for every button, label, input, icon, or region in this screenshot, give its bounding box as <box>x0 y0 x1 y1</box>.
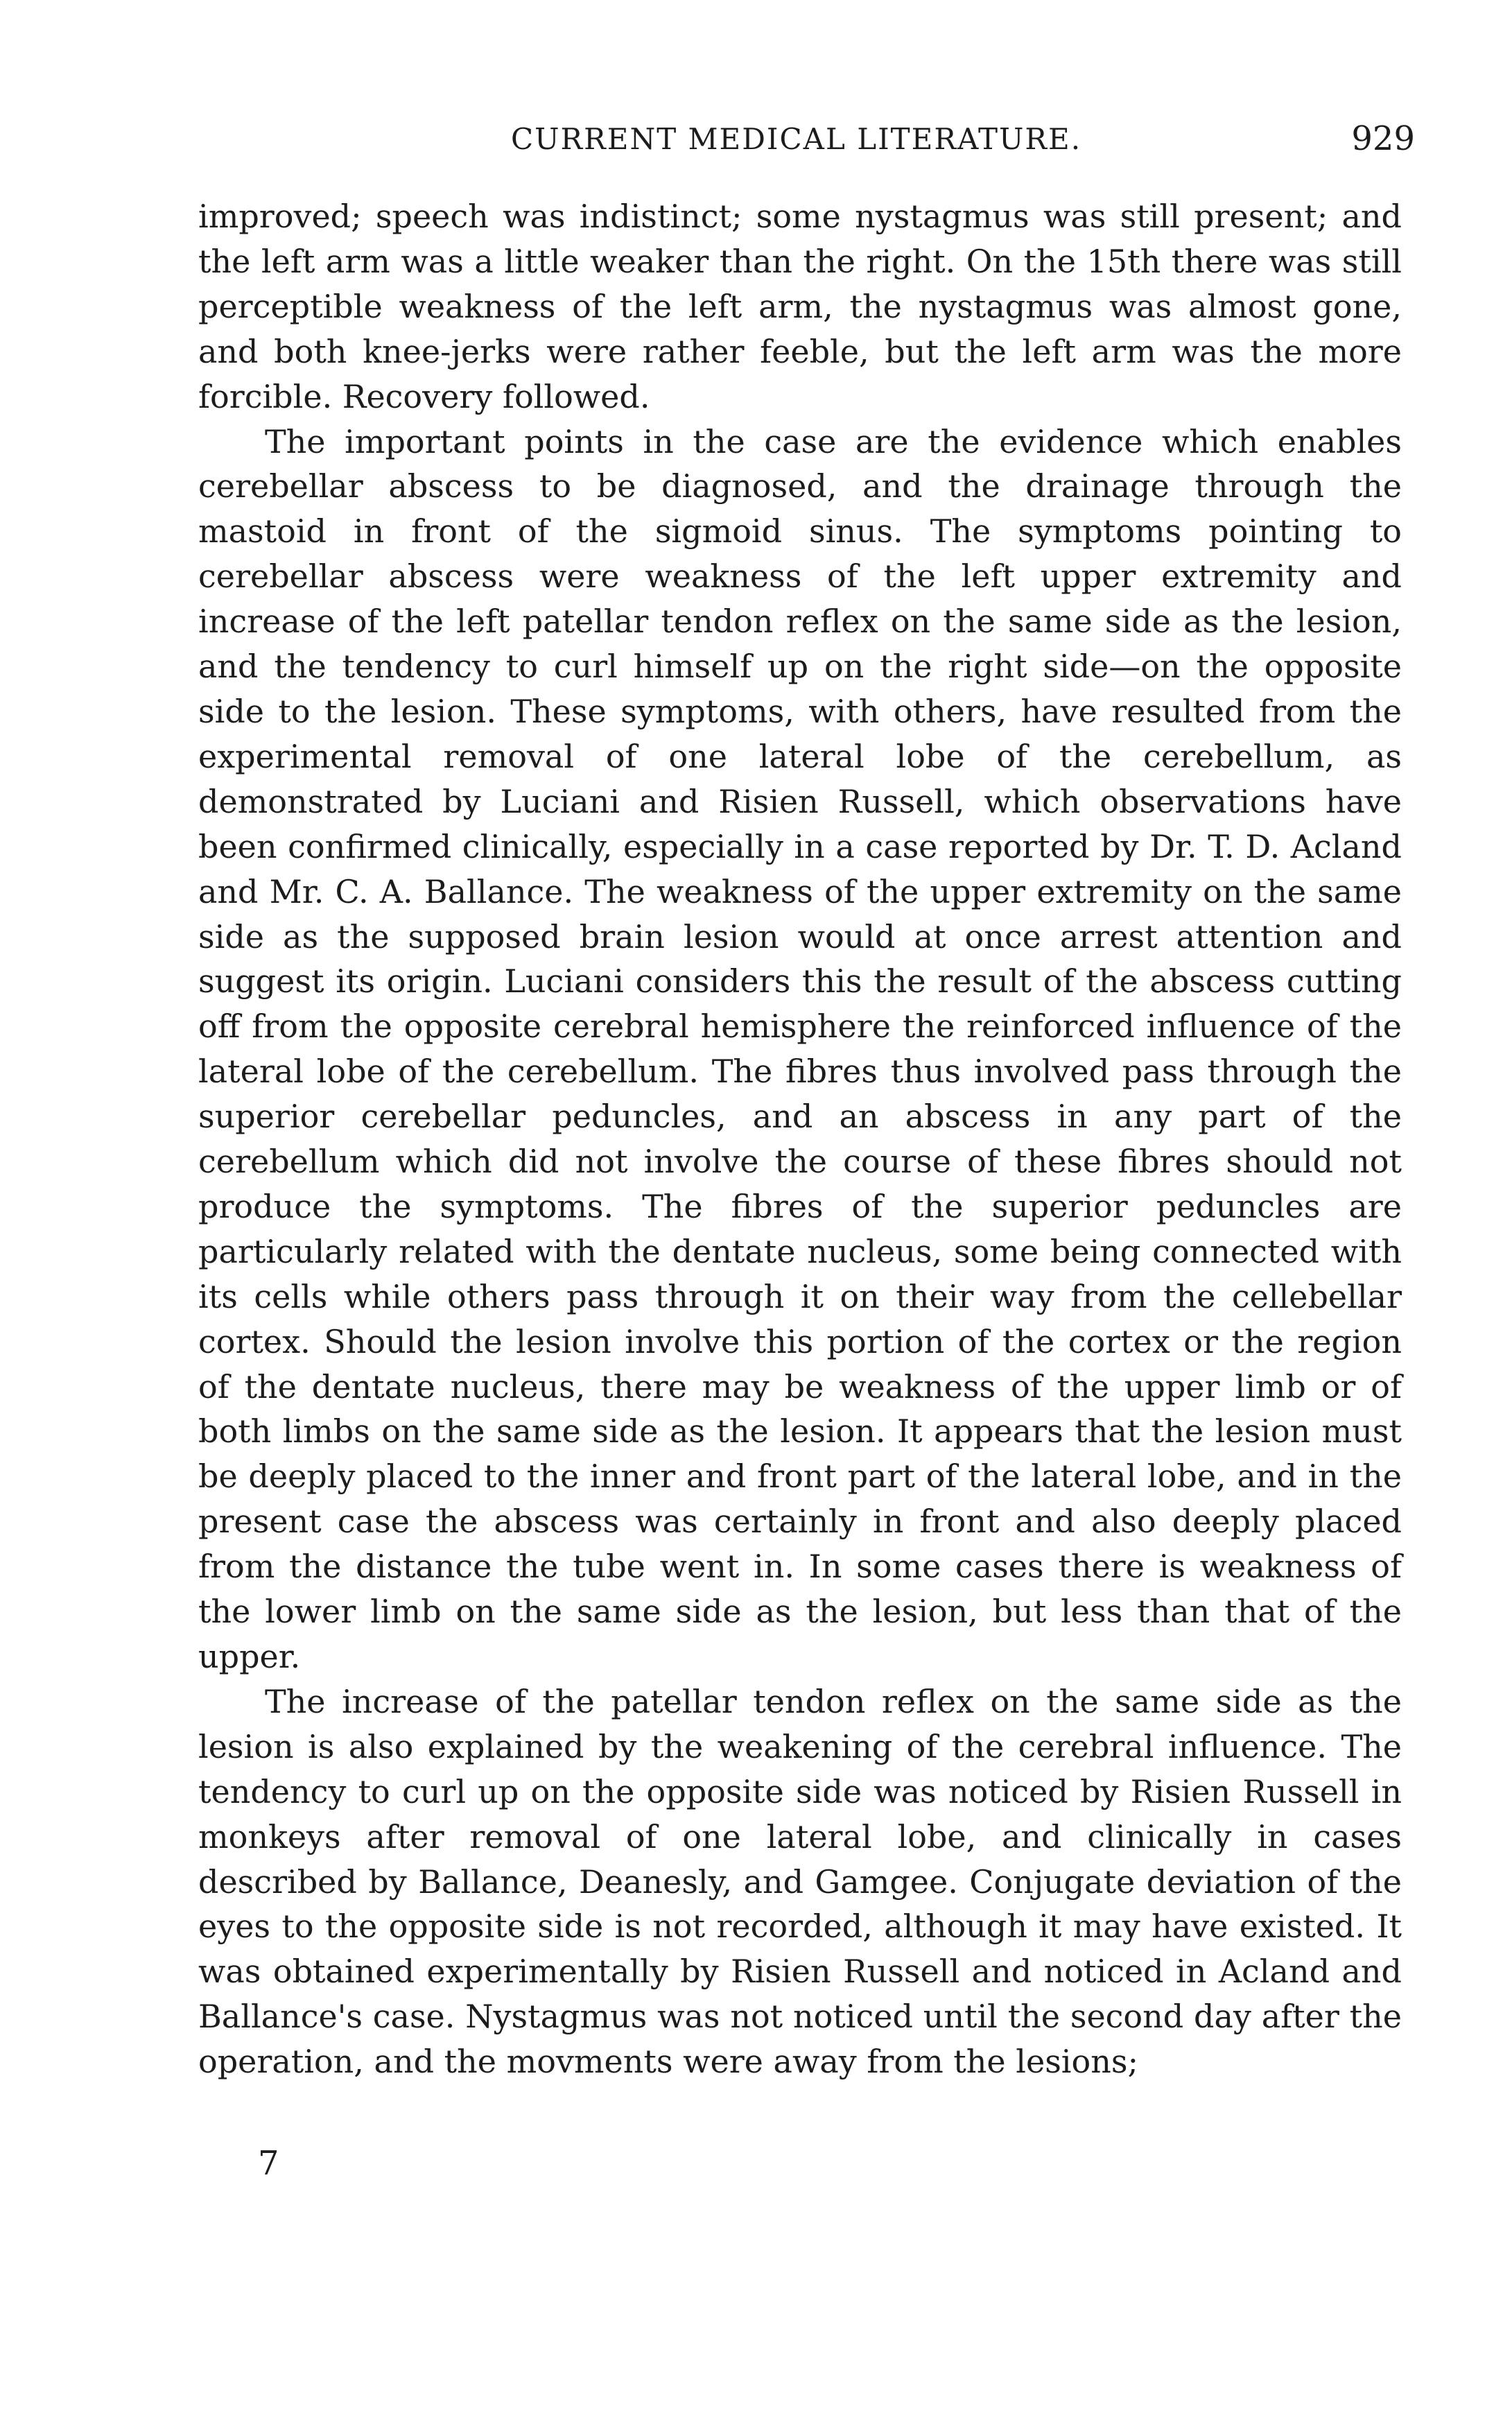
article-body <box>198 194 1402 2084</box>
page-number: 929 <box>1351 119 1415 158</box>
paragraph-continuation: improved; speech was indistinct; some nystagmus was still present; and the left arm was a little weaker than the right. On the 15th there was still perceptible weakness of the left arm, the nystagmus was almost gone, and both knee-jerks were rather feeble, but the left arm was the more forcible. Recovery followed. <box>198 198 1402 415</box>
signature-mark: 7 <box>258 2144 279 2183</box>
page-header <box>511 119 1415 164</box>
running-title: CURRENT MEDICAL LITERATURE. <box>511 122 1082 156</box>
paragraph-diagnosis: The important points in the case are the evidence which enables cerebellar abscess to be diagnosed, and the drainage through the mastoid in front of the sigmoid sinus. The symptoms pointing to cerebellar abscess were weakness of the left upper extremity and increase of the left patellar tendon reflex on the same side as the lesion, and the tendency to curl himself up on the right side—on the opposite side to the lesion. These symptoms, with others, have resulted from the experimental removal of one lateral lobe of the cerebellum, as demonstrated by Luciani and Risien Russell, which observations have been confirmed clinically, especially in a case reported by Dr. T. D. Acland and Mr. C. A. Ballance. The weakness of the upper extremity on the same side as the supposed brain lesion would at once arrest attention and suggest its origin. Luciani considers this the result of the abscess cutting off from the opposite cerebral hemisphere the reinforced influence of the lateral lobe of the cerebellum. The fibres thus involved pass through the superior cerebellar peduncles, and an abscess in any part of the cerebellum which did not involve the course of these fibres should not produce the symptoms. The fibres of the superior peduncles are particularly related with the dentate nucleus, some being connected with its cells while others pass through it on their way from the cellebellar cortex. Should the lesion involve this portion of the cortex or the region of the dentate nucleus, there may be weakness of the upper limb or of both limbs on the same side as the lesion. It appears that the lesion must be deeply placed to the inner and front part of the lateral lobe, and in the present case the abscess was certainly in front and also deeply placed from the distance the tube went in. In some cases there is weakness of the lower limb on the same side as the lesion, but less than that of the upper. <box>198 422 1402 1675</box>
paragraph-patellar-reflex: The increase of the patellar tendon reflex on the same side as the lesion is also explained by the weakening of the cerebral influence. The tendency to curl up on the opposite side was noticed by Risien Russell in monkeys after removal of one lateral lobe, and clinically in cases described by Ballance, Deanesly, and Gamgee. Conjugate deviation of the eyes to the opposite side is not recorded, although it may have existed. It was obtained experimentally by Risien Russell and noticed in Acland and Ballance's case. Nystagmus was not noticed until the second day after the operation, and the movments were away from the lesions; <box>198 1682 1402 2081</box>
